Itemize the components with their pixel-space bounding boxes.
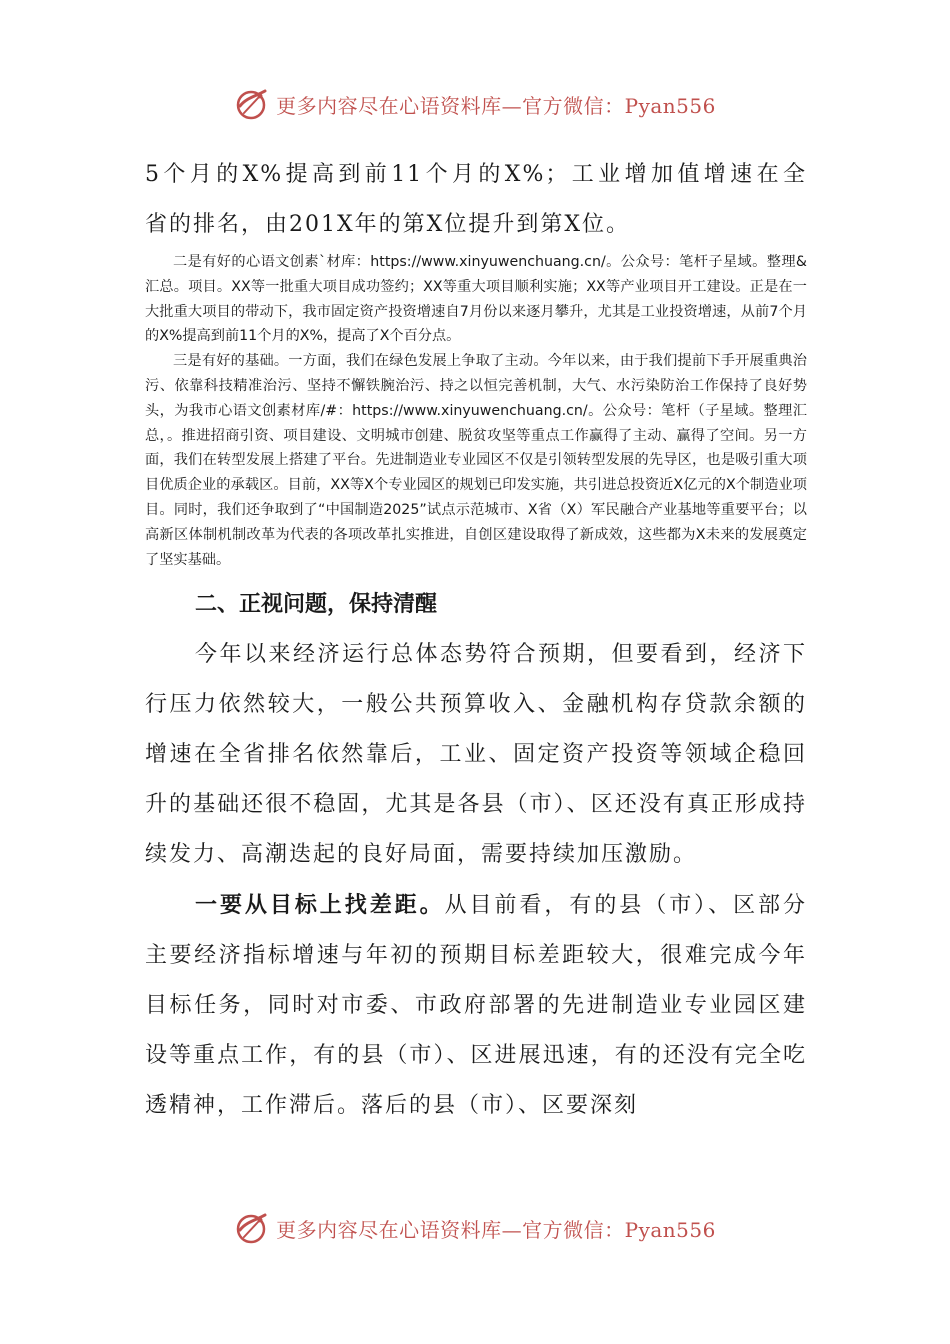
paragraph-targets-body: 从目前看，有的县（市）、区部分主要经济指标增速与年初的预期目标差距较大，很难完成今年目标任务，同时对市委、市政府部署的先进制造业专业园区建设等重点工作，有的县（市）、区进展迅速，有的还没有完全吃透精神，工作滞后。落后的县（市）、区要深刻 [145, 893, 807, 1119]
logo-icon [234, 1210, 270, 1246]
paragraph-problems: 今年以来经济运行总体态势符合预期，但要看到，经济下行压力依然较大，一般公共预算收入、金融机构存贷款余额的增速在全省排名依然靠后，工业、固定资产投资等领域企稳回升的基础还很不稳固，尤其是各县（市）、区还没有真正形成持续发力、高潮迭起的良好局面，需要持续加压激励。 [145, 642, 807, 868]
footer-banner [0, 1208, 950, 1248]
paragraph-foundation: 三是有好的基础。一方面，我们在绿色发展上争取了主动。今年以来，由于我们提前下手开展重典治污、依靠科技精准治污、坚持不懈铁腕治污、持之以恒完善机制，大气、水污染防治工作保持了良好势头，为我市心语文创素材库/#：https://www.xinyuwenchuang.cn/。公众号：笔杆（子星域。整理汇总，。推进招商引资、项目建设、文明城市创建、脱贫攻坚等重点工作赢得了主动、赢得了空间。另一方面，我们在转型发展上搭建了平台。先进制造业专业园区不仅是引领转型发展的先导区，也是吸引重大项目优质企业的承载区。目前，XX等X个专业园区的规划已印发实施，共引进总投资近X亿元的X个制造业项目。同时，我们还争取到了“中国制造2025”试点示范城市、X省（X）军民融合产业基地等重要平台；以高新区体制机制改革为代表的各项改革扎实推进，自创区建设取得了新成效，这些都为X未来的发展奠定了坚实基础。 [145, 353, 807, 568]
footer-banner-text: 更多内容尽在心语资料库—官方微信：Pyan556 [276, 1217, 716, 1242]
intro-line-1: 5个月的X%提高到前11个月的X%；工业增加值增速在全 [145, 162, 807, 187]
header-banner-text: 更多内容尽在心语资料库—官方微信：Pyan556 [276, 93, 716, 118]
intro-line-2: 省的排名，由201X年的第X位提升到第X位。 [145, 212, 630, 237]
header-banner [0, 84, 950, 124]
section-heading: 二、正视问题，保持清醒 [195, 592, 438, 618]
document-body [145, 150, 807, 1131]
paragraph-targets-lead: 一要从目标上找差距。 [195, 892, 445, 919]
paragraph-projects: 二是有好的心语文创素`材库：https://www.xinyuwenchuang.cn/。公众号：笔杆子星域。整理&汇总。项目。XX等一批重大项目成功签约；XX等重大项目顺利实施；XX等产业项目开工建设。正是在一大批重大项目的带动下，我市固定资产投资增速自7月份以来逐月攀升，尤其是工业投资增速，从前7个月的X%提高到前11个月的X%，提高了X个百分点。 [145, 254, 807, 345]
paragraph-targets [145, 880, 807, 1131]
logo-icon [234, 86, 270, 122]
